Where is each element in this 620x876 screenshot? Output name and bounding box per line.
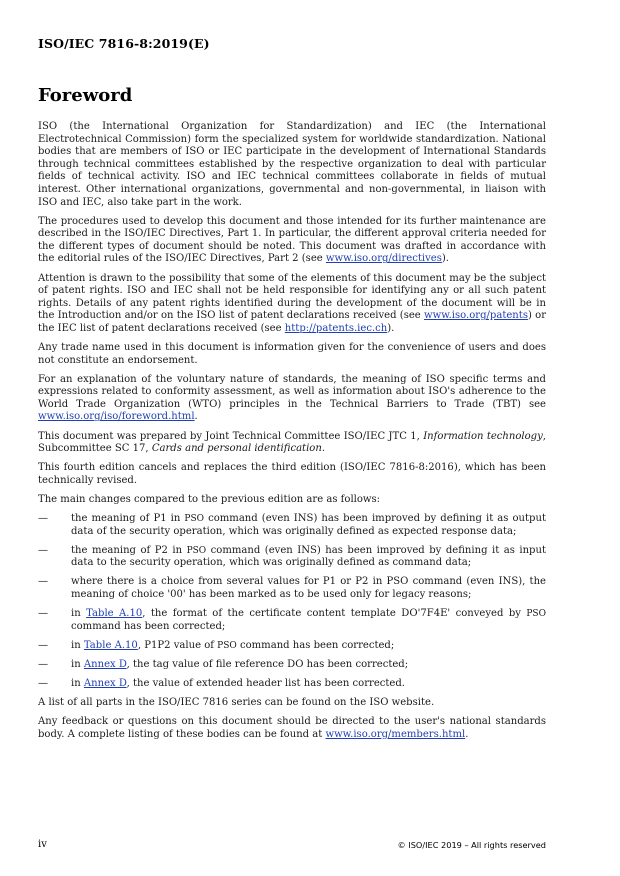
list-item: — in Annex D, the value of extended header list has been corrected. xyxy=(38,677,405,689)
table-a10-link[interactable]: Table A.10 xyxy=(86,608,143,620)
copyright-notice: © ISO/IEC 2019 – All rights reserved xyxy=(397,840,546,850)
foreword-body xyxy=(38,121,546,748)
page-number: iv xyxy=(38,839,47,850)
members-link[interactable]: www.iso.org/members.html xyxy=(325,728,466,740)
paragraph-prepared-by: This document was prepared by Joint Technical Committee ISO/IEC JTC 1, Information technology, Subcommittee SC 17, Cards and personal identification. xyxy=(38,430,546,455)
paragraph-series-list: A list of all parts in the ISO/IEC 7816 series can be found on the ISO website. xyxy=(38,697,435,709)
table-a10-link[interactable]: Table A.10 xyxy=(83,639,138,651)
list-item: — the meaning of P1 in PSO command (even INS) has been improved by defining it as output data of the security operation, which was originally defined as expected response data; xyxy=(38,513,547,537)
annex-d-link[interactable]: Annex D xyxy=(83,677,127,689)
paragraph-patents: Attention is drawn to the possibility that some of the elements of this document may be the subject of patent rights. ISO and IEC shall not be held responsible for identifying any or all such patent rights. Details of any patent rights identified during the development of the document will be in the Introduction and/or on the ISO list of patent declarations received (see www.iso.org/patents) or the IEC list of patent declarations received (see http://patents.iec.ch). xyxy=(38,272,547,334)
iec-patents-link[interactable]: http://patents.iec.ch xyxy=(284,322,388,334)
page-title: Foreword xyxy=(38,85,133,106)
list-item: — the meaning of P2 in PSO command (even INS) has been improved by defining it as input data to the security operation, which was originally defined as command data; xyxy=(38,544,546,569)
list-item: — in Table A.10, P1P2 value of PSO command has been corrected; xyxy=(38,639,395,651)
changes-list xyxy=(38,513,546,691)
list-item: — where there is a choice from several values for P1 or P2 in PSO command (even INS), the meaning of choice '00' has been marked as to be used only for legacy reasons; xyxy=(38,576,546,600)
paragraph-procedures: The procedures used to develop this document and those intended for its further maintenance are described in the ISO/IEC Directives, Part 1. In particular, the different approval criteria needed for the different types of document should be noted. This document was drafted in accordance with the editorial rules of the ISO/IEC Directives, Part 2 (see www.iso.org/directives). xyxy=(38,215,546,265)
paragraph-feedback: Any feedback or questions on this document should be directed to the user's national standards body. A complete listing of these bodies can be found at www.iso.org/members.html. xyxy=(38,716,546,740)
paragraph-edition: This fourth edition cancels and replaces the third edition (ISO/IEC 7816-8:2016), which has been technically revised. xyxy=(38,462,546,486)
foreword-link[interactable]: www.iso.org/iso/foreword.html xyxy=(38,411,195,423)
list-item: — in Table A.10, the format of the certificate content template DO'7F4E' conveyed by PSO command has been corrected; xyxy=(38,608,546,632)
list-item: — in Annex D, the tag value of file reference DO has been corrected; xyxy=(38,658,409,670)
paragraph-organizations: ISO (the International Organization for Standardization) and IEC (the International Electrotechnical Commission) form the specialized system for worldwide standardization. National bodies that are members of ISO or IEC participate in the development of International Standards through technical committees established by the respective organization to deal with particular fields of technical activity. ISO and IEC technical committees collaborate in fields of mutual interest. Other international organizations, governmental and non-governmental, in liaison with ISO and IEC, also take part in the work. xyxy=(38,121,546,208)
iso-patents-link[interactable]: www.iso.org/patents xyxy=(424,310,528,322)
paragraph-main-changes: The main changes compared to the previous edition are as follows: xyxy=(38,493,381,505)
paragraph-voluntary-nature: For an explanation of the voluntary nature of standards, the meaning of ISO specific terms and expressions related to conformity assessment, as well as information about ISO's adherence to the World Trade Organization (WTO) principles in the Technical Barriers to Trade (TBT) see www.iso.org/iso/foreword.html. xyxy=(38,373,546,423)
directives-link[interactable]: www.iso.org/directives xyxy=(325,253,442,265)
annex-d-link[interactable]: Annex D xyxy=(83,658,127,670)
document-identifier: ISO/IEC 7816-8:2019(E) xyxy=(38,36,210,51)
paragraph-trade-name: Any trade name used in this document is information given for the convenience of users and does not constitute an endorsement. xyxy=(38,342,546,366)
